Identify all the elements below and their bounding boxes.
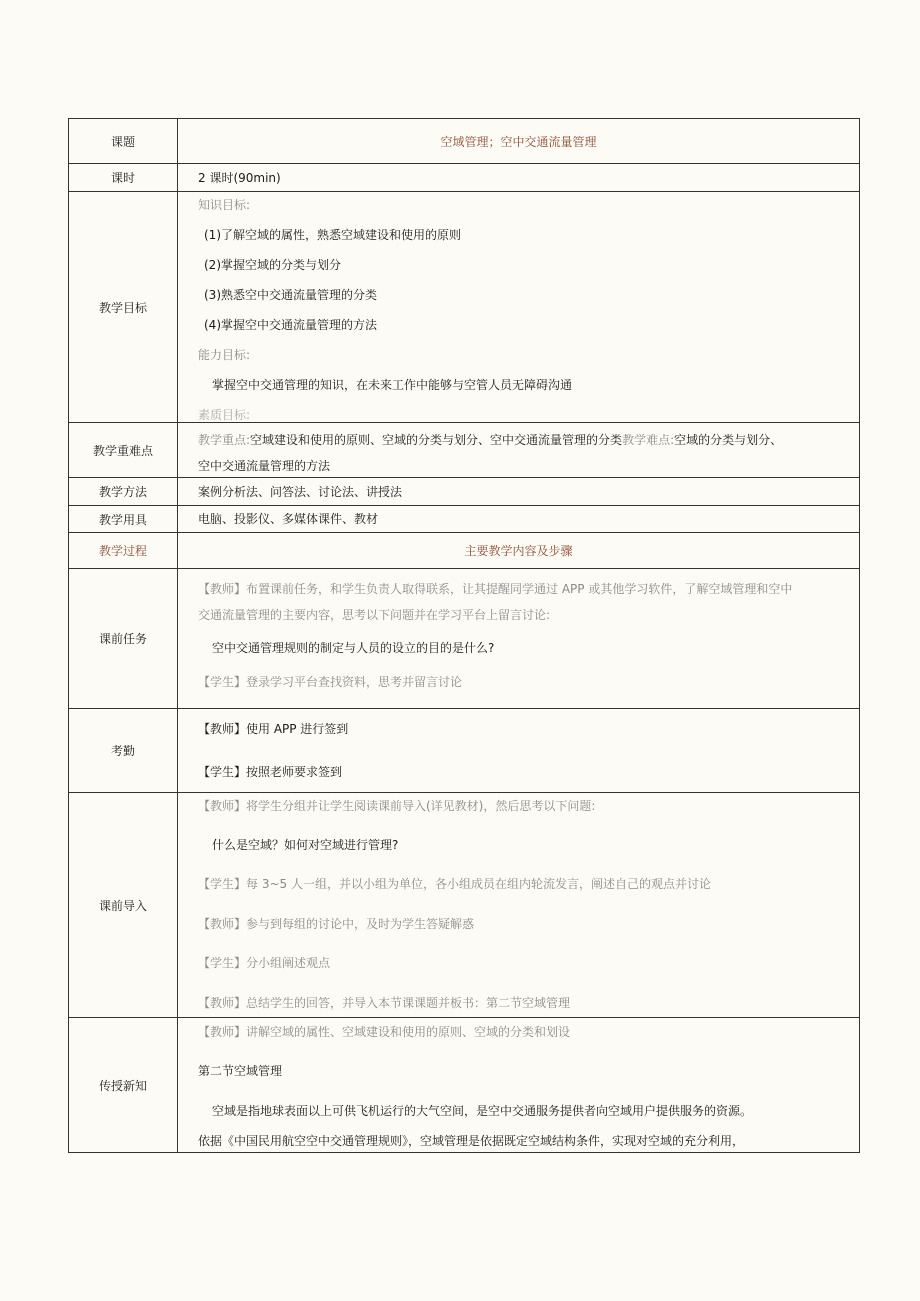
row-hours	[69, 164, 860, 192]
intro-line: 【教师】将学生分组并让学生阅读课前导入(详见教材)，然后思考以下问题:	[198, 799, 596, 813]
knowledge-item: (3)熟悉空中交通流量管理的分类	[204, 288, 377, 302]
attendance-label: 考勤	[69, 709, 178, 793]
difficulty-text-cont: 空中交通流量管理的方法	[198, 459, 331, 473]
row-tools	[69, 506, 860, 533]
intro-line: 【教师】参与到每组的讨论中，及时为学生答疑解惑	[198, 917, 475, 931]
row-intro	[69, 793, 860, 1018]
row-methods	[69, 478, 860, 506]
pre-task-question: 空中交通管理规则的制定与人员的设立的目的是什么?	[212, 641, 495, 655]
process-header-left: 教学过程	[69, 533, 178, 569]
intro-label: 课前导入	[69, 793, 178, 1018]
difficulty-tag: 教学难点:	[622, 433, 675, 447]
intro-line: 【学生】分小组阐述观点	[198, 956, 331, 970]
pre-task-label: 课前任务	[69, 569, 178, 709]
hours-label: 课时	[69, 164, 178, 192]
intro-line: 【学生】每 3~5 人一组，并以小组为单位，各小组成员在组内轮流发言，阐述自己的观点并讨论	[198, 877, 711, 891]
ability-item: 掌握空中交通管理的知识，在未来工作中能够与空管人员无障碍沟通	[212, 378, 573, 392]
knowledge-item: (1)了解空域的属性，熟悉空域建设和使用的原则	[204, 228, 461, 242]
knowledge-item: (2)掌握空域的分类与划分	[204, 258, 341, 272]
ability-head: 能力目标:	[198, 348, 251, 362]
intro-line: 【教师】总结学生的回答，并导入本节课课题并板书：第二节空域管理	[198, 996, 571, 1010]
key-points-cell	[178, 423, 860, 478]
knowledge-head: 知识目标:	[198, 198, 251, 212]
topic-label: 课题	[69, 119, 178, 164]
pre-task-student: 【学生】登录学习平台查找资料，思考并留言讨论	[198, 675, 463, 689]
focus-tag: 教学重点:	[198, 433, 251, 447]
methods-value: 案例分析法、问答法、讨论法、讲授法	[198, 485, 403, 499]
row-pre-task	[69, 569, 860, 709]
focus-text: 空域建设和使用的原则、空域的分类与划分、空中交通流量管理的分类	[250, 433, 623, 447]
topic-title: 空域管理；空中交通流量管理	[178, 119, 860, 164]
row-process-header	[69, 533, 860, 569]
key-points-label: 教学重难点	[69, 423, 178, 478]
tools-label: 教学用具	[69, 506, 178, 533]
new-knowledge-cell	[178, 1018, 860, 1153]
key-points-line1	[198, 432, 782, 448]
tools-value: 电脑、投影仪、多媒体课件、教材	[198, 512, 379, 526]
quality-head: 素质目标:	[198, 408, 251, 422]
tools-cell	[178, 506, 860, 533]
process-header-right: 主要教学内容及步骤	[178, 533, 860, 569]
intro-question: 什么是空域？如何对空域进行管理?	[212, 838, 399, 852]
lesson-plan-table	[68, 118, 860, 1153]
goals-label: 教学目标	[69, 192, 178, 423]
intro-cell	[178, 793, 860, 1018]
new-knowledge-line: 依据《中国民用航空空中交通管理规则》，空域管理是依据既定空域结构条件，实现对空域的充分利用，	[198, 1134, 745, 1148]
row-topic	[69, 119, 860, 164]
new-knowledge-line: 【教师】讲解空域的属性、空域建设和使用的原则、空域的分类和划设	[198, 1025, 571, 1039]
attendance-cell	[178, 709, 860, 793]
difficulty-text: 空域的分类与划分、	[674, 433, 783, 447]
pre-task-line2: 交通流量管理的主要内容，思考以下问题并在学习平台上留言讨论:	[198, 608, 551, 622]
attendance-student: 【学生】按照老师要求签到	[198, 765, 343, 779]
row-attendance	[69, 709, 860, 793]
section-heading: 第二节空域管理	[198, 1064, 283, 1078]
methods-label: 教学方法	[69, 478, 178, 506]
pre-task-line1: 【教师】布置课前任务，和学生负责人取得联系，让其提醒同学通过 APP 或其他学习软件，了解空域管理和空中	[198, 582, 793, 596]
attendance-teacher: 【教师】使用 APP 进行签到	[198, 722, 349, 736]
new-knowledge-label: 传授新知	[69, 1018, 178, 1153]
row-goals	[69, 192, 860, 423]
hours-value: 2 课时(90min)	[198, 171, 281, 185]
goals-cell	[178, 192, 860, 423]
row-new-knowledge	[69, 1018, 860, 1153]
pre-task-cell	[178, 569, 860, 709]
knowledge-item: (4)掌握空中交通流量管理的方法	[204, 318, 377, 332]
row-key-points	[69, 423, 860, 478]
methods-cell	[178, 478, 860, 506]
new-knowledge-line: 空域是指地球表面以上可供飞机运行的大气空间，是空中交通服务提供者向空域用户提供服务的资源。	[212, 1104, 753, 1118]
hours-cell	[178, 164, 860, 192]
